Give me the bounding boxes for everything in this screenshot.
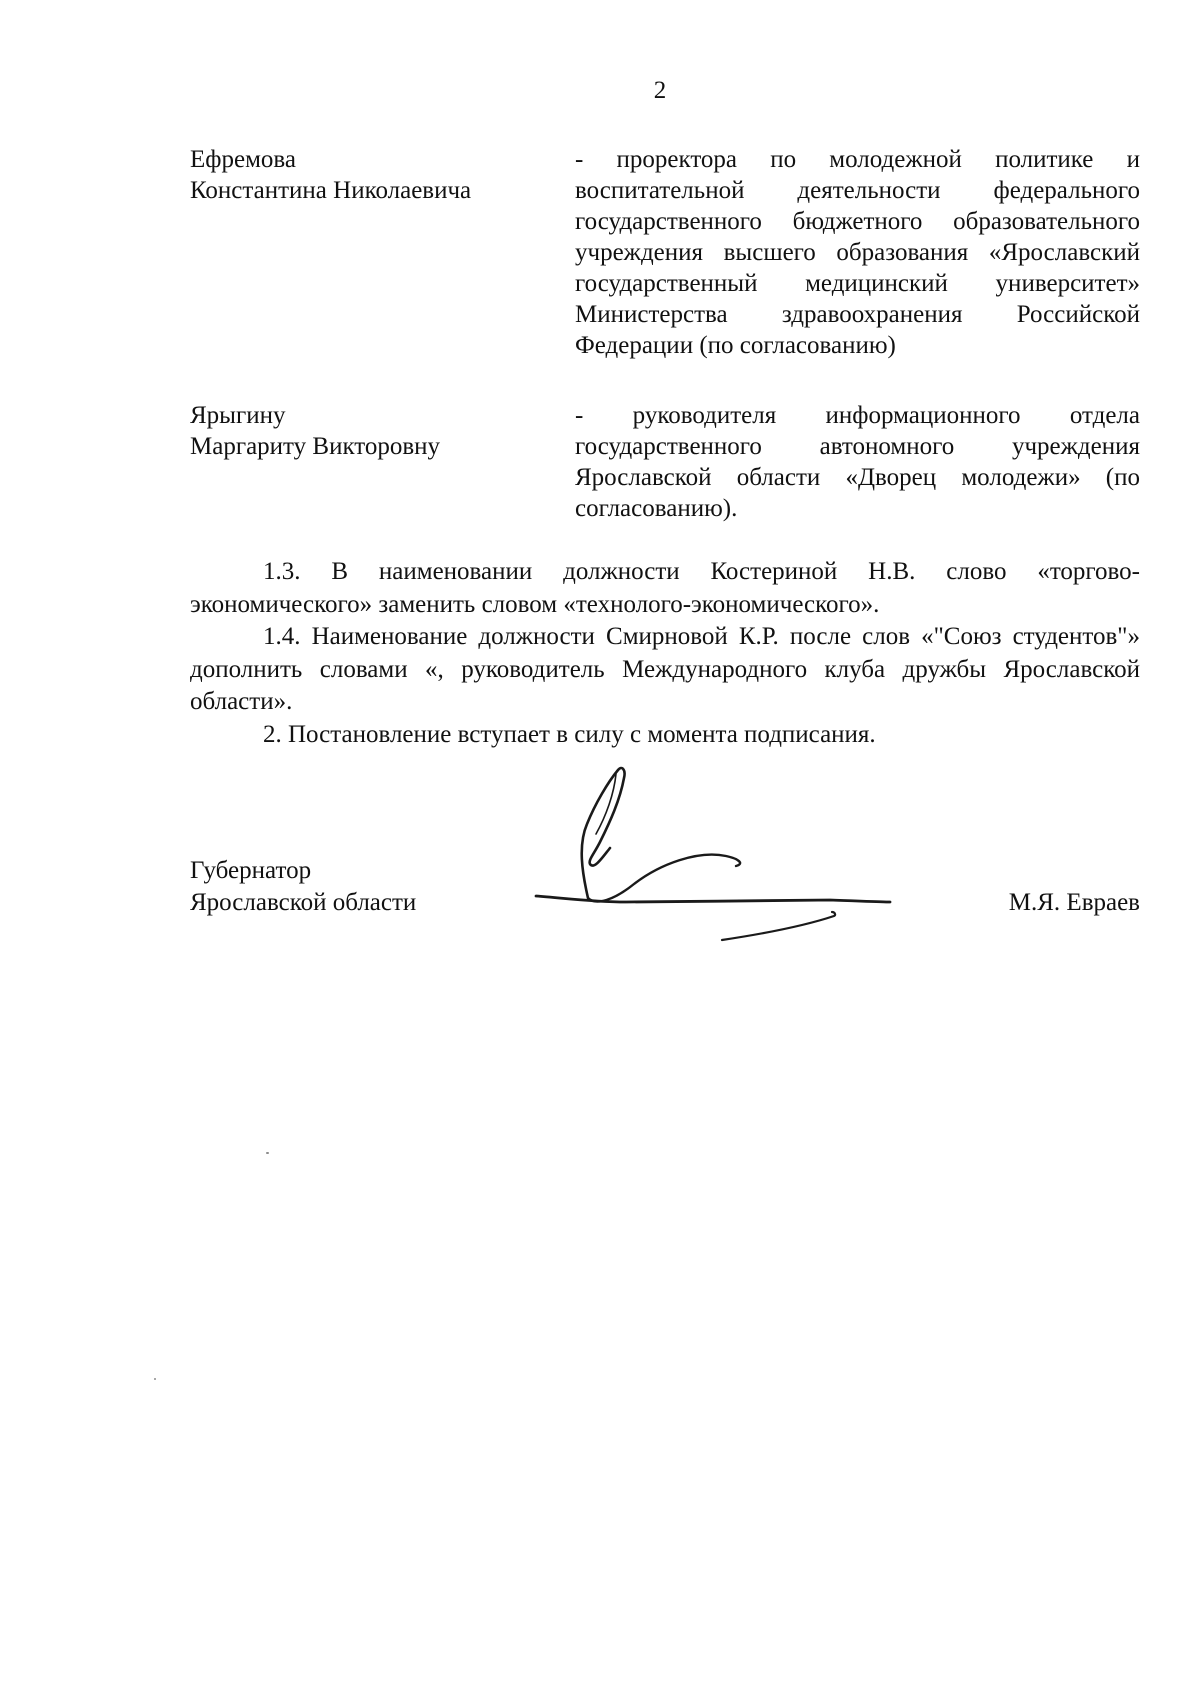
signatory-region: Ярославской области [190, 889, 417, 916]
resolution-paragraphs [190, 556, 1140, 751]
appointee-role: - руководителя информационного отдела государственного автономного учреждения Ярославской области «Дворец молодежи» (по согласованию). [575, 402, 1140, 522]
page-number: 2 [653, 77, 667, 104]
signatory-name: М.Я. Евраев [1008, 889, 1140, 916]
appointee-surname: Ефремова [190, 146, 296, 173]
handwritten-signature-icon [530, 760, 910, 945]
appointee-given-names: Константина Николаевича [190, 177, 472, 204]
appointee-name [190, 144, 520, 206]
appointee-surname: Ярыгину [190, 402, 286, 429]
signatory-title [190, 855, 416, 919]
scan-speck [154, 1378, 156, 1380]
signatory-position: Губернатор [190, 857, 312, 884]
paragraph-2: 2. Постановление вступает в силу с момента подписания. [263, 720, 876, 748]
appointee-role: - проректора по молодежной политике и воспитательной деятельности федерального государственного бюджетного образовательного учреждения высшего образования «Ярославский государственный медицинский университет» Министерства здравоохранения Российской Федерации (по согласованию) [575, 146, 1140, 359]
scan-speck [266, 1152, 269, 1154]
paragraph-1-4: 1.4. Наименование должности Смирновой К.Р. после слов «"Союз студентов"» дополнить словами «, руководитель Международного клуба дружбы Ярославской области». [190, 623, 1140, 715]
appointee-name [190, 400, 520, 462]
appointee-given-names: Маргариту Викторовну [190, 433, 441, 460]
paragraph-1-3: 1.3. В наименовании должности Костериной Н.В. слово «торгово-экономического» заменить словом «технолого-экономического». [190, 558, 1140, 618]
